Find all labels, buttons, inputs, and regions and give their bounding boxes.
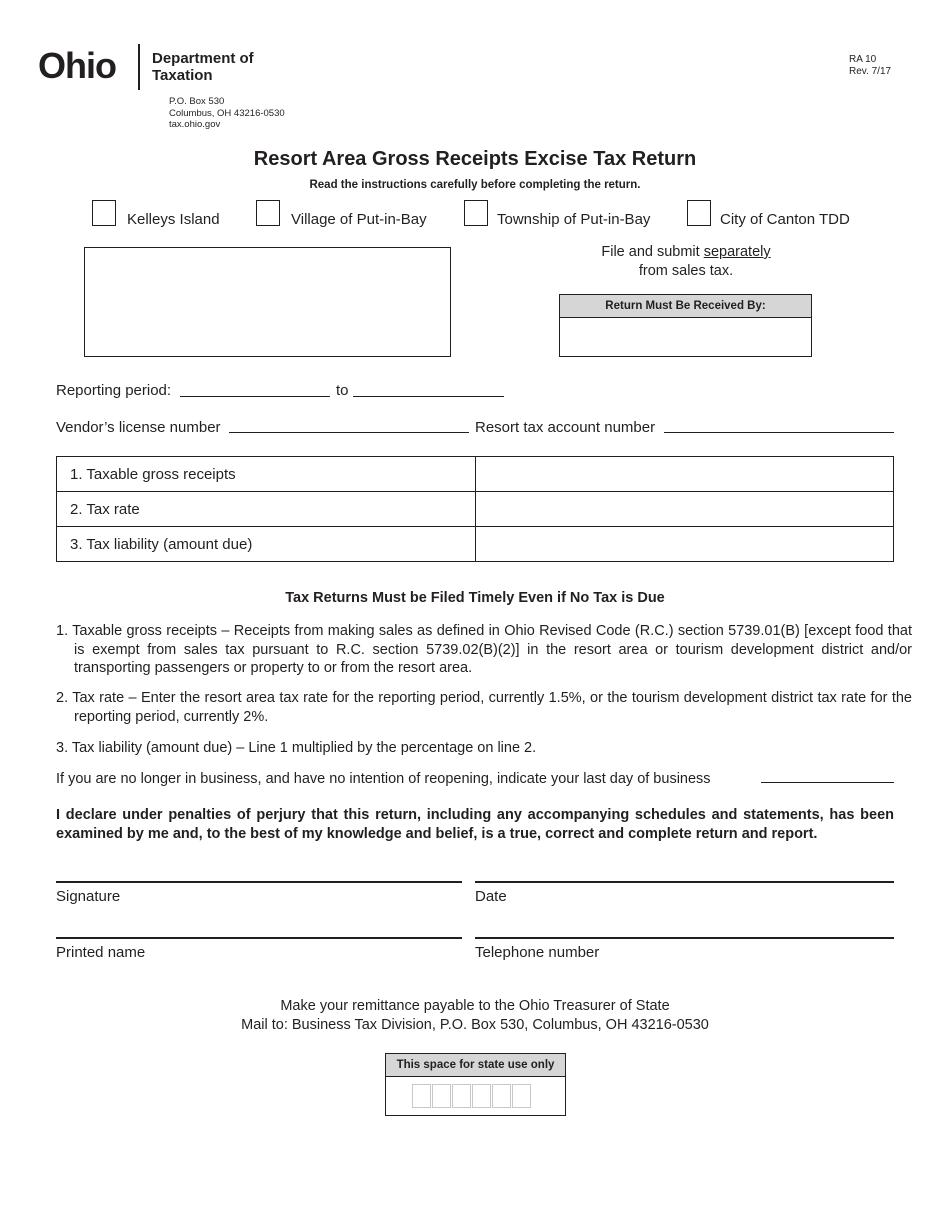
vendor-license-field[interactable] — [229, 432, 469, 433]
checkbox-label: Township of Put-in-Bay — [497, 211, 651, 228]
taxable-gross-receipts-field[interactable] — [476, 457, 894, 492]
resort-account-field[interactable] — [664, 432, 894, 433]
signature-label: Signature — [56, 888, 121, 905]
state-use-cells — [412, 1084, 532, 1108]
line-label: 1. Taxable gross receipts — [57, 457, 476, 492]
address-line: P.O. Box 530 — [169, 96, 225, 107]
return-received-by-box — [559, 294, 812, 357]
printed-name-field[interactable] — [56, 937, 462, 939]
instructions-heading: Tax Returns Must be Filed Timely Even if No Tax is Due — [285, 590, 665, 606]
file-separately-emphasis: separately — [703, 244, 771, 260]
instruction-item: 2. Tax rate – Enter the resort area tax rate for the reporting period, currently 1.5%, or the tourism development district tax rate for the reporting period, currently 2%. — [56, 690, 912, 725]
resort-account-label: Resort tax account number — [475, 419, 656, 436]
form-identifier — [849, 54, 891, 78]
address-line: Columbus, OH 43216-0530 — [169, 107, 285, 119]
checkbox-city-canton-tdd[interactable] — [687, 200, 711, 226]
table-row — [57, 492, 894, 527]
reporting-period-from-field[interactable] — [180, 396, 330, 397]
page-subtitle: Read the instructions carefully before completing the return. — [309, 179, 641, 191]
ohio-logo: Ohio — [38, 45, 116, 86]
last-day-of-business-field[interactable] — [761, 782, 894, 783]
checkbox-township-put-in-bay[interactable] — [464, 200, 488, 226]
telephone-label: Telephone number — [475, 944, 600, 961]
declaration-text: I declare under penalties of perjury that this return, including any accompanying schedules and statements, has been examined by me and, to the best of my knowledge and belief, is a true, correct and complete return and report. — [56, 807, 894, 842]
line-label: 3. Tax liability (amount due) — [57, 527, 476, 562]
checkbox-village-put-in-bay[interactable] — [256, 200, 280, 226]
instruction-item: 3. Tax liability (amount due) – Line 1 multiplied by the percentage on line 2. — [56, 740, 537, 756]
state-use-cell — [432, 1084, 451, 1108]
file-separately-note — [560, 243, 812, 281]
instruction-item: 1. Taxable gross receipts – Receipts from making sales as defined in Ohio Revised Code (R.C.) section 5739.01(B) [except food that is exempt from sales tax pursuant to R.C. section 5739.02(B)(2)] in the resort area or tourism development district and/or transporting passengers or property to or from the resort area. — [56, 623, 912, 676]
page-title: Resort Area Gross Receipts Excise Tax Return — [253, 148, 697, 170]
checkbox-label: Village of Put-in-Bay — [291, 211, 427, 228]
signature-field[interactable] — [56, 881, 462, 883]
logo-divider — [138, 44, 140, 90]
department-address — [169, 96, 285, 131]
form-id: RA 10 — [849, 54, 877, 65]
line-label: 2. Tax rate — [57, 492, 476, 527]
checkbox-kelleys-island[interactable] — [92, 200, 116, 226]
tax-rate-field[interactable] — [476, 492, 894, 527]
printed-name-label: Printed name — [56, 944, 146, 961]
business-closed-label: If you are no longer in business, and have no intention of reopening, indicate your last day of business — [56, 771, 711, 787]
reporting-period-to-label: to — [336, 382, 349, 399]
department-name: Department of Taxation — [152, 50, 254, 84]
remittance-instructions — [0, 997, 950, 1034]
vendor-license-label: Vendor’s license number — [56, 419, 221, 436]
state-use-cell — [492, 1084, 511, 1108]
reporting-period-label: Reporting period: — [56, 382, 172, 399]
telephone-field[interactable] — [475, 937, 894, 939]
return-received-by-header: Return Must Be Received By: — [560, 295, 811, 318]
taxpayer-address-box[interactable] — [84, 247, 451, 357]
tax-lines-table — [56, 456, 894, 562]
date-label: Date — [475, 888, 507, 905]
mailing-address-line: Mail to: Business Tax Division, P.O. Box 530, Columbus, OH 43216-0530 — [241, 1016, 709, 1033]
table-row — [57, 457, 894, 492]
remittance-line: Make your remittance payable to the Ohio Treasurer of State — [280, 998, 670, 1014]
state-use-cell — [472, 1084, 491, 1108]
tax-liability-field[interactable] — [476, 527, 894, 562]
table-row — [57, 527, 894, 562]
address-line: tax.ohio.gov — [169, 119, 221, 130]
file-separately-line2: from sales tax. — [638, 263, 734, 279]
state-use-cell — [452, 1084, 471, 1108]
state-use-cell — [512, 1084, 531, 1108]
reporting-period-to-field[interactable] — [353, 396, 504, 397]
date-field[interactable] — [475, 881, 894, 883]
checkbox-label: City of Canton TDD — [720, 211, 850, 228]
state-use-header: This space for state use only — [386, 1054, 565, 1077]
form-revision: Rev. 7/17 — [849, 66, 892, 77]
checkbox-label: Kelleys Island — [127, 211, 220, 228]
file-separately-prefix: File and submit — [601, 244, 704, 260]
state-use-box — [385, 1053, 566, 1116]
state-use-cell — [412, 1084, 431, 1108]
